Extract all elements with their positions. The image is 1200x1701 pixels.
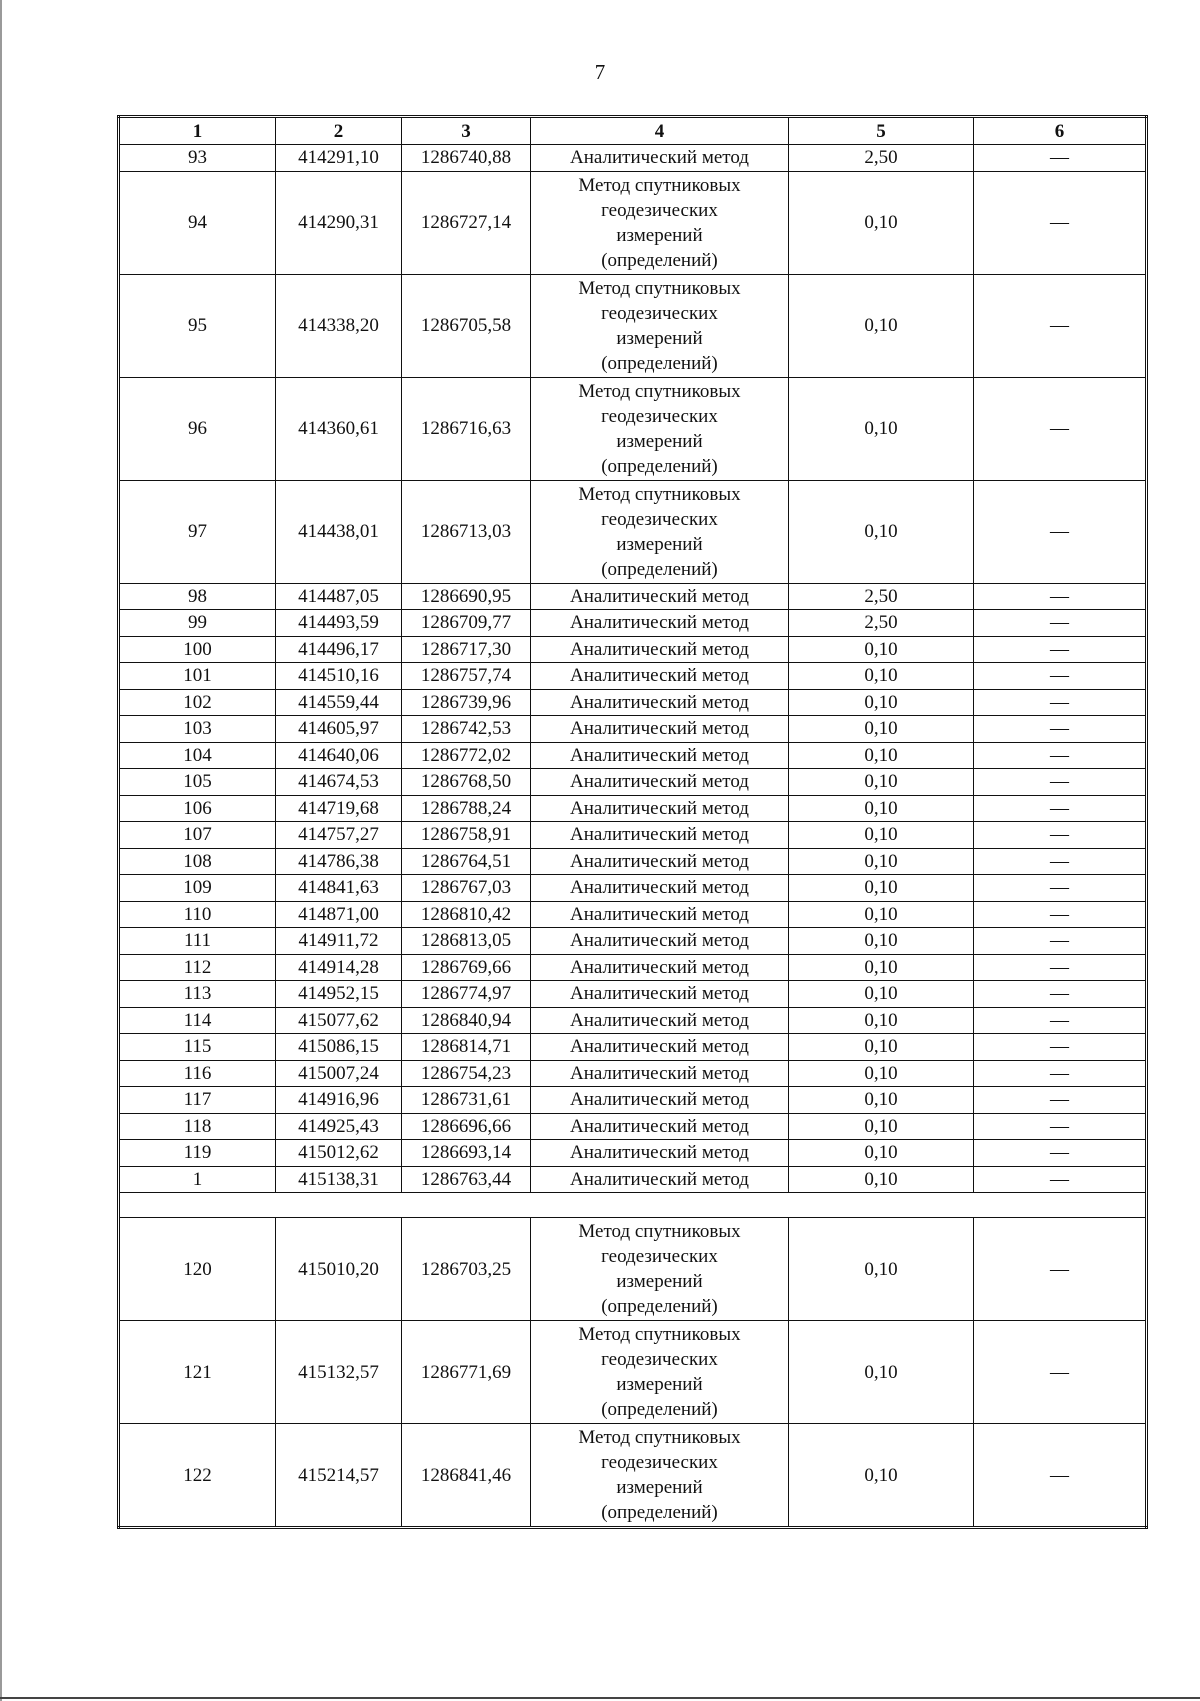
method-line: Метод спутниковых — [578, 1427, 741, 1448]
cell-x: 414719,68 — [276, 795, 402, 822]
cell-x: 414338,20 — [276, 274, 402, 377]
cell-note: — — [974, 875, 1147, 902]
cell-x: 415012,62 — [276, 1140, 402, 1167]
cell-method — [531, 1060, 789, 1087]
cell-note: — — [974, 689, 1147, 716]
table-row — [119, 1087, 1147, 1114]
cell-x: 414757,27 — [276, 822, 402, 849]
cell-x: 415010,20 — [276, 1218, 402, 1321]
cell-x: 415077,62 — [276, 1007, 402, 1034]
cell-accuracy: 2,50 — [789, 610, 974, 637]
cell-point-number: 109 — [119, 875, 276, 902]
cell-accuracy: 0,10 — [789, 171, 974, 274]
cell-y: 1286693,14 — [402, 1140, 531, 1167]
cell-accuracy: 0,10 — [789, 848, 974, 875]
method-line: Аналитический метод — [570, 1168, 749, 1190]
cell-point-number: 95 — [119, 274, 276, 377]
cell-x: 414291,10 — [276, 145, 402, 172]
cell-y: 1286705,58 — [402, 274, 531, 377]
cell-y: 1286696,66 — [402, 1113, 531, 1140]
cell-accuracy: 0,10 — [789, 822, 974, 849]
cell-y: 1286757,74 — [402, 663, 531, 690]
cell-accuracy: 0,10 — [789, 636, 974, 663]
cell-y: 1286768,50 — [402, 769, 531, 796]
cell-point-number: 121 — [119, 1321, 276, 1424]
table-row — [119, 875, 1147, 902]
method-line: Метод спутниковых — [578, 277, 741, 299]
table-row — [119, 822, 1147, 849]
cell-method — [531, 848, 789, 875]
cell-accuracy: 0,10 — [789, 1087, 974, 1114]
table-row — [119, 742, 1147, 769]
method-line: Аналитический метод — [570, 1009, 749, 1031]
cell-point-number: 111 — [119, 928, 276, 955]
cell-x: 414487,05 — [276, 583, 402, 610]
cell-x: 414605,97 — [276, 716, 402, 743]
cell-accuracy: 0,10 — [789, 1424, 974, 1528]
cell-y: 1286772,02 — [402, 742, 531, 769]
table-row — [119, 145, 1147, 172]
method-line: Аналитический метод — [570, 665, 749, 687]
cell-note: — — [974, 795, 1147, 822]
cell-accuracy: 0,10 — [789, 954, 974, 981]
cell-y: 1286840,94 — [402, 1007, 531, 1034]
cell-y: 1286763,44 — [402, 1166, 531, 1193]
table-row — [119, 981, 1147, 1008]
table-row — [119, 689, 1147, 716]
method-line: Аналитический метод — [570, 1036, 749, 1058]
cell-accuracy: 0,10 — [789, 274, 974, 377]
cell-y: 1286709,77 — [402, 610, 531, 637]
cell-method — [531, 981, 789, 1008]
method-line: Аналитический метод — [570, 797, 749, 819]
cell-point-number: 99 — [119, 610, 276, 637]
cell-note: — — [974, 1060, 1147, 1087]
cell-point-number: 93 — [119, 145, 276, 172]
cell-note: — — [974, 1140, 1147, 1167]
method-line: (определений) — [601, 1399, 718, 1420]
cell-y: 1286788,24 — [402, 795, 531, 822]
cell-point-number: 97 — [119, 480, 276, 583]
cell-point-number: 117 — [119, 1087, 276, 1114]
cell-note: — — [974, 610, 1147, 637]
table-row — [119, 663, 1147, 690]
separator-cell — [119, 1193, 1147, 1218]
method-line: Аналитический метод — [570, 956, 749, 978]
cell-x: 414510,16 — [276, 663, 402, 690]
method-line: Аналитический метод — [570, 877, 749, 899]
cell-y: 1286767,03 — [402, 875, 531, 902]
method-line: Аналитический метод — [570, 691, 749, 713]
method-line: (определений) — [601, 558, 718, 580]
cell-point-number: 110 — [119, 901, 276, 928]
cell-x: 414493,59 — [276, 610, 402, 637]
cell-note: — — [974, 377, 1147, 480]
table-row — [119, 901, 1147, 928]
cell-note: — — [974, 769, 1147, 796]
cell-y: 1286774,97 — [402, 981, 531, 1008]
cell-method — [531, 1113, 789, 1140]
cell-note: — — [974, 1166, 1147, 1193]
cell-note: — — [974, 954, 1147, 981]
cell-method — [531, 954, 789, 981]
cell-note: — — [974, 742, 1147, 769]
cell-accuracy: 0,10 — [789, 769, 974, 796]
cell-point-number: 98 — [119, 583, 276, 610]
method-line: Метод спутниковых — [578, 1324, 741, 1345]
cell-y: 1286731,61 — [402, 1087, 531, 1114]
cell-point-number: 94 — [119, 171, 276, 274]
method-line: Аналитический метод — [570, 718, 749, 740]
cell-x: 414952,15 — [276, 981, 402, 1008]
method-line: измерений — [616, 533, 703, 555]
coordinates-table — [117, 115, 1148, 1529]
cell-note: — — [974, 1424, 1147, 1528]
column-header: 5 — [789, 117, 974, 145]
method-line: (определений) — [601, 1296, 718, 1317]
cell-accuracy: 0,10 — [789, 742, 974, 769]
cell-note: — — [974, 1218, 1147, 1321]
cell-accuracy: 0,10 — [789, 1218, 974, 1321]
method-line: измерений — [616, 1374, 703, 1395]
cell-x: 414559,44 — [276, 689, 402, 716]
table-row — [119, 1424, 1147, 1528]
column-header: 2 — [276, 117, 402, 145]
cell-method — [531, 480, 789, 583]
method-line: Аналитический метод — [570, 147, 749, 169]
table-row — [119, 1321, 1147, 1424]
cell-point-number: 113 — [119, 981, 276, 1008]
cell-accuracy: 2,50 — [789, 145, 974, 172]
table-row — [119, 848, 1147, 875]
cell-method — [531, 769, 789, 796]
cell-point-number: 102 — [119, 689, 276, 716]
cell-y: 1286814,71 — [402, 1034, 531, 1061]
cell-note: — — [974, 171, 1147, 274]
table-separator-row — [119, 1193, 1147, 1218]
cell-x: 414640,06 — [276, 742, 402, 769]
cell-y: 1286813,05 — [402, 928, 531, 955]
cell-x: 414674,53 — [276, 769, 402, 796]
cell-method — [531, 1087, 789, 1114]
cell-x: 414841,63 — [276, 875, 402, 902]
table-row — [119, 1007, 1147, 1034]
method-line: измерений — [616, 1477, 703, 1498]
cell-note: — — [974, 901, 1147, 928]
cell-y: 1286690,95 — [402, 583, 531, 610]
cell-note: — — [974, 583, 1147, 610]
method-line: Аналитический метод — [570, 824, 749, 846]
method-line: Аналитический метод — [570, 1142, 749, 1164]
cell-note: — — [974, 636, 1147, 663]
cell-x: 414871,00 — [276, 901, 402, 928]
cell-accuracy: 0,10 — [789, 1007, 974, 1034]
table-row — [119, 610, 1147, 637]
cell-x: 415138,31 — [276, 1166, 402, 1193]
cell-method — [531, 1034, 789, 1061]
cell-method — [531, 610, 789, 637]
cell-point-number: 96 — [119, 377, 276, 480]
cell-point-number: 122 — [119, 1424, 276, 1528]
method-line: Аналитический метод — [570, 585, 749, 607]
cell-x: 414911,72 — [276, 928, 402, 955]
cell-y: 1286758,91 — [402, 822, 531, 849]
cell-method — [531, 875, 789, 902]
cell-note: — — [974, 663, 1147, 690]
cell-y: 1286727,14 — [402, 171, 531, 274]
table-row — [119, 1140, 1147, 1167]
cell-point-number: 120 — [119, 1218, 276, 1321]
method-line: геодезических — [601, 1452, 718, 1473]
cell-y: 1286739,96 — [402, 689, 531, 716]
cell-note: — — [974, 1087, 1147, 1114]
cell-note: — — [974, 1007, 1147, 1034]
cell-accuracy: 0,10 — [789, 928, 974, 955]
method-line: Аналитический метод — [570, 903, 749, 925]
method-line: Аналитический метод — [570, 1115, 749, 1137]
method-line: геодезических — [601, 405, 718, 427]
method-line: (определений) — [601, 352, 718, 374]
cell-accuracy: 0,10 — [789, 795, 974, 822]
method-line: измерений — [616, 1271, 703, 1292]
method-line: Аналитический метод — [570, 1062, 749, 1084]
method-line: измерений — [616, 430, 703, 452]
cell-note: — — [974, 1113, 1147, 1140]
cell-note: — — [974, 848, 1147, 875]
method-line: Метод спутниковых — [578, 174, 741, 196]
cell-method — [531, 377, 789, 480]
cell-note: — — [974, 1321, 1147, 1424]
column-header: 4 — [531, 117, 789, 145]
table-row — [119, 1218, 1147, 1321]
cell-accuracy: 0,10 — [789, 1060, 974, 1087]
cell-y: 1286703,25 — [402, 1218, 531, 1321]
cell-accuracy: 0,10 — [789, 875, 974, 902]
cell-x: 415007,24 — [276, 1060, 402, 1087]
cell-y: 1286754,23 — [402, 1060, 531, 1087]
cell-method — [531, 583, 789, 610]
cell-x: 414438,01 — [276, 480, 402, 583]
table-row — [119, 1034, 1147, 1061]
cell-y: 1286717,30 — [402, 636, 531, 663]
cell-accuracy: 0,10 — [789, 1034, 974, 1061]
cell-method — [531, 1321, 789, 1424]
cell-point-number: 106 — [119, 795, 276, 822]
cell-accuracy: 0,10 — [789, 1321, 974, 1424]
method-line: Метод спутниковых — [578, 1221, 741, 1242]
method-line: Аналитический метод — [570, 930, 749, 952]
table-row — [119, 1113, 1147, 1140]
cell-x: 414290,31 — [276, 171, 402, 274]
cell-y: 1286764,51 — [402, 848, 531, 875]
cell-method — [531, 145, 789, 172]
method-line: геодезических — [601, 199, 718, 221]
cell-accuracy: 0,10 — [789, 981, 974, 1008]
cell-method — [531, 689, 789, 716]
cell-method — [531, 636, 789, 663]
cell-method — [531, 663, 789, 690]
cell-accuracy: 0,10 — [789, 716, 974, 743]
cell-method — [531, 901, 789, 928]
cell-accuracy: 0,10 — [789, 377, 974, 480]
table-row — [119, 795, 1147, 822]
cell-y: 1286810,42 — [402, 901, 531, 928]
method-line: геодезических — [601, 508, 718, 530]
table-row — [119, 1060, 1147, 1087]
cell-method — [531, 274, 789, 377]
table-row — [119, 1166, 1147, 1193]
cell-y: 1286769,66 — [402, 954, 531, 981]
method-line: (определений) — [601, 249, 718, 271]
scan-bottom-edge — [0, 1697, 1200, 1699]
method-line: измерений — [616, 224, 703, 246]
cell-accuracy: 0,10 — [789, 901, 974, 928]
table-row — [119, 171, 1147, 274]
cell-x: 415086,15 — [276, 1034, 402, 1061]
table-row — [119, 769, 1147, 796]
cell-accuracy: 2,50 — [789, 583, 974, 610]
cell-y: 1286841,46 — [402, 1424, 531, 1528]
cell-note: — — [974, 1034, 1147, 1061]
column-header: 3 — [402, 117, 531, 145]
cell-x: 414914,28 — [276, 954, 402, 981]
cell-method — [531, 1218, 789, 1321]
cell-y: 1286771,69 — [402, 1321, 531, 1424]
method-line: Аналитический метод — [570, 638, 749, 660]
table-row — [119, 377, 1147, 480]
method-line: Аналитический метод — [570, 771, 749, 793]
cell-method — [531, 928, 789, 955]
cell-y: 1286713,03 — [402, 480, 531, 583]
cell-x: 415132,57 — [276, 1321, 402, 1424]
cell-note: — — [974, 822, 1147, 849]
cell-point-number: 119 — [119, 1140, 276, 1167]
cell-method — [531, 1007, 789, 1034]
table-row — [119, 480, 1147, 583]
method-line: геодезических — [601, 1349, 718, 1370]
cell-accuracy: 0,10 — [789, 689, 974, 716]
cell-y: 1286740,88 — [402, 145, 531, 172]
table-row — [119, 954, 1147, 981]
cell-accuracy: 0,10 — [789, 663, 974, 690]
method-line: Аналитический метод — [570, 612, 749, 634]
method-line: (определений) — [601, 455, 718, 477]
cell-point-number: 112 — [119, 954, 276, 981]
column-header: 6 — [974, 117, 1147, 145]
method-line: Аналитический метод — [570, 850, 749, 872]
cell-accuracy: 0,10 — [789, 1113, 974, 1140]
method-line: Аналитический метод — [570, 983, 749, 1005]
table-row — [119, 274, 1147, 377]
cell-note: — — [974, 981, 1147, 1008]
cell-point-number: 114 — [119, 1007, 276, 1034]
cell-x: 414496,17 — [276, 636, 402, 663]
method-line: Метод спутниковых — [578, 483, 741, 505]
cell-x: 414925,43 — [276, 1113, 402, 1140]
cell-point-number: 118 — [119, 1113, 276, 1140]
method-line: Метод спутниковых — [578, 380, 741, 402]
column-header: 1 — [119, 117, 276, 145]
cell-point-number: 115 — [119, 1034, 276, 1061]
cell-method — [531, 1424, 789, 1528]
cell-point-number: 107 — [119, 822, 276, 849]
method-line: измерений — [616, 327, 703, 349]
cell-point-number: 105 — [119, 769, 276, 796]
cell-x: 415214,57 — [276, 1424, 402, 1528]
cell-x: 414786,38 — [276, 848, 402, 875]
table-body — [119, 117, 1147, 1528]
cell-point-number: 108 — [119, 848, 276, 875]
page-number: 7 — [594, 60, 606, 84]
cell-accuracy: 0,10 — [789, 480, 974, 583]
method-line: Аналитический метод — [570, 744, 749, 766]
cell-method — [531, 1140, 789, 1167]
cell-method — [531, 742, 789, 769]
cell-note: — — [974, 716, 1147, 743]
cell-y: 1286716,63 — [402, 377, 531, 480]
cell-method — [531, 822, 789, 849]
cell-point-number: 104 — [119, 742, 276, 769]
cell-x: 414360,61 — [276, 377, 402, 480]
cell-method — [531, 795, 789, 822]
table-row — [119, 928, 1147, 955]
cell-point-number: 116 — [119, 1060, 276, 1087]
table-row — [119, 716, 1147, 743]
cell-note: — — [974, 928, 1147, 955]
cell-y: 1286742,53 — [402, 716, 531, 743]
cell-point-number: 100 — [119, 636, 276, 663]
cell-point-number: 101 — [119, 663, 276, 690]
table-header-row — [119, 117, 1147, 145]
scan-left-edge — [0, 0, 2, 1701]
cell-note: — — [974, 145, 1147, 172]
cell-point-number: 1 — [119, 1166, 276, 1193]
cell-accuracy: 0,10 — [789, 1140, 974, 1167]
cell-method — [531, 171, 789, 274]
cell-method — [531, 716, 789, 743]
cell-accuracy: 0,10 — [789, 1166, 974, 1193]
cell-note: — — [974, 274, 1147, 377]
table-row — [119, 583, 1147, 610]
cell-x: 414916,96 — [276, 1087, 402, 1114]
cell-point-number: 103 — [119, 716, 276, 743]
cell-note: — — [974, 480, 1147, 583]
cell-method — [531, 1166, 789, 1193]
method-line: геодезических — [601, 1246, 718, 1267]
method-line: геодезических — [601, 302, 718, 324]
method-line: Аналитический метод — [570, 1089, 749, 1111]
method-line: (определений) — [601, 1502, 718, 1523]
table-row — [119, 636, 1147, 663]
